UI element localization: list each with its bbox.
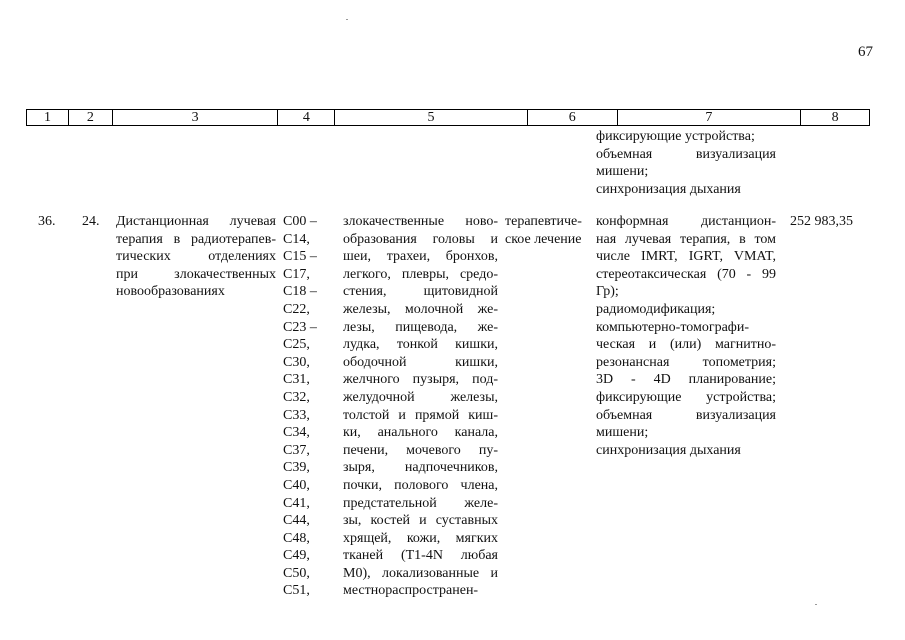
text-line: легкого, плевры, средо- bbox=[343, 266, 498, 282]
row-subnumber: 24. bbox=[82, 214, 100, 229]
text-line: лезы, пищевода, же- bbox=[343, 319, 498, 335]
text-line: компьютерно-томографи- bbox=[596, 319, 750, 335]
text-line: зы, костей и суставных bbox=[343, 513, 498, 529]
text-line: зыря, надпочечников, bbox=[343, 460, 498, 476]
text-line: ское лечение bbox=[505, 231, 582, 247]
code-line: C15 – bbox=[283, 249, 317, 265]
header-cell: 7 bbox=[618, 110, 802, 125]
text-line: конформная дистанцион- bbox=[596, 214, 776, 229]
text-line: Гр); bbox=[596, 284, 619, 300]
header-cell: 1 bbox=[27, 110, 69, 125]
text-line: ки, анального канала, bbox=[343, 425, 498, 441]
text-line: при злокачественных bbox=[116, 266, 276, 282]
text-line: мишени; bbox=[596, 425, 649, 441]
text-line: железы, молочной же- bbox=[343, 301, 498, 317]
code-line: C17, bbox=[283, 266, 310, 282]
code-line: C31, bbox=[283, 372, 310, 388]
code-line: C51, bbox=[283, 583, 310, 599]
text-line: почки, полового члена, bbox=[343, 477, 498, 493]
header-cell: 3 bbox=[113, 110, 279, 125]
code-line: C00 – bbox=[283, 214, 317, 229]
text-line: терапевтиче- bbox=[505, 214, 582, 229]
scan-speck bbox=[815, 604, 817, 605]
text-line: новообразованиях bbox=[116, 284, 225, 300]
icd-codes bbox=[283, 213, 333, 600]
text-line: тканей (T1-4N любая bbox=[343, 548, 498, 564]
text-line: резонансная топометрия; bbox=[596, 354, 776, 370]
code-line: C44, bbox=[283, 513, 310, 529]
text-line: синхронизация дыхания bbox=[596, 181, 741, 197]
text-line: предстательной желе- bbox=[343, 495, 498, 511]
code-line: C25, bbox=[283, 337, 310, 353]
text-line: стения, щитовидной bbox=[343, 284, 498, 300]
code-line: C40, bbox=[283, 477, 310, 493]
text-line: терапия в радиотерапев- bbox=[116, 231, 276, 247]
text-line: ободочной кишки, bbox=[343, 354, 498, 370]
diagnosis-text bbox=[343, 213, 498, 600]
text-line: фиксирующие устройства; bbox=[596, 389, 776, 405]
header-cell: 5 bbox=[335, 110, 528, 125]
text-line: объемная визуализация bbox=[596, 146, 776, 162]
text-line: злокачественные ново- bbox=[343, 214, 498, 229]
code-line: C30, bbox=[283, 354, 310, 370]
page-number: 67 bbox=[858, 44, 873, 60]
text-line: лудка, тонкой кишки, bbox=[343, 337, 498, 353]
code-line: C37, bbox=[283, 442, 310, 458]
text-line: образования головы и bbox=[343, 231, 498, 247]
text-line: M0), локализованные и bbox=[343, 565, 498, 581]
code-line: C33, bbox=[283, 407, 310, 423]
header-cell: 2 bbox=[69, 110, 113, 125]
code-line: C49, bbox=[283, 548, 310, 564]
text-line: 3D - 4D планирование; bbox=[596, 372, 776, 388]
code-line: C50, bbox=[283, 565, 310, 581]
text-line: местнораспространен- bbox=[343, 583, 479, 599]
code-line: C39, bbox=[283, 460, 310, 476]
table-header-row bbox=[26, 109, 870, 126]
text-line: толстой и прямой киш- bbox=[343, 407, 498, 423]
text-line: мишени; bbox=[596, 164, 649, 180]
text-line: ная лучевая терапия, в том bbox=[596, 231, 776, 247]
text-line: шеи, трахеи, бронхов, bbox=[343, 249, 498, 265]
text-line: стереотаксическая (70 - 99 bbox=[596, 266, 776, 282]
cost-value: 252 983,35 bbox=[790, 214, 853, 229]
code-line: C41, bbox=[283, 495, 310, 511]
text-line: ческая и (или) магнитно- bbox=[596, 337, 776, 353]
text-line: желудочной железы, bbox=[343, 389, 498, 405]
treatment-type bbox=[505, 213, 590, 248]
code-line: C18 – bbox=[283, 284, 317, 300]
treatment-method bbox=[596, 213, 776, 459]
code-line: C34, bbox=[283, 425, 310, 441]
code-line: C14, bbox=[283, 231, 310, 247]
code-line: C22, bbox=[283, 301, 310, 317]
text-line: хрящей, кожи, мягких bbox=[343, 530, 498, 546]
text-line: тических отделениях bbox=[116, 249, 276, 265]
continuation-col7 bbox=[596, 128, 776, 198]
text-line: фиксирующие устройства; bbox=[596, 129, 755, 144]
row-number: 36. bbox=[38, 214, 56, 229]
treatment-name bbox=[116, 213, 276, 301]
header-cell: 8 bbox=[831, 110, 839, 125]
header-cell: 4 bbox=[278, 110, 335, 125]
code-line: C32, bbox=[283, 389, 310, 405]
text-line: печени, мочевого пу- bbox=[343, 442, 498, 458]
text-line: синхронизация дыхания bbox=[596, 442, 741, 458]
text-line: объемная визуализация bbox=[596, 407, 776, 423]
scan-speck bbox=[346, 19, 348, 20]
text-line: радиомодификация; bbox=[596, 301, 716, 317]
code-line: C48, bbox=[283, 530, 310, 546]
code-line: C23 – bbox=[283, 319, 317, 335]
header-cell: 6 bbox=[528, 110, 618, 125]
text-line: Дистанционная лучевая bbox=[116, 214, 276, 229]
text-line: желчного пузыря, под- bbox=[343, 372, 498, 388]
text-line: числе IMRT, IGRT, VMAT, bbox=[596, 249, 776, 265]
